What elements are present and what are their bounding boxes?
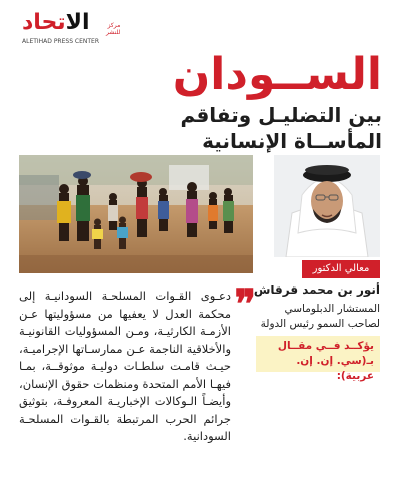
aletihad-logo xyxy=(22,10,121,50)
logo-tag-line2: للنشر xyxy=(106,29,121,36)
author-portrait xyxy=(274,155,380,257)
author-role-line2: لصاحب السمو رئيس الدولة xyxy=(260,318,380,330)
author-title-badge: معالي الدكتور xyxy=(302,260,380,278)
refugees-photo xyxy=(19,155,253,273)
logo-wordmark xyxy=(22,12,90,34)
headline-line1: بين التضليـل وتفاقم xyxy=(180,103,382,127)
author-portrait-illustration xyxy=(274,155,380,257)
logo-prefix: ال xyxy=(65,10,90,35)
headline-line2: المأســاة الإنسانية xyxy=(202,129,382,153)
author-name: أنور بن محمد قرقاش xyxy=(253,283,380,297)
author-role-line1: المستشار الدبلوماسي xyxy=(284,303,380,315)
headline-kicker: الســودان xyxy=(172,49,382,100)
refugees-photo-illustration xyxy=(19,155,253,273)
source-line2: بـ(سي. إن. إن. عربية): xyxy=(296,355,374,382)
logo-accent: اتحاد xyxy=(22,10,66,35)
author-role xyxy=(250,302,380,332)
article-excerpt: دعـوى القـوات المسلحـة السودانيـة إلى محكمة العدل لا يعفيها من مسؤوليتها عـن الأزمـة الكارثيـة، ومـن المسؤوليات القانونيـة والأخلاقية الناجمة عـن ممارسـاتها الإجراميـة، حيـث قامـت سلطـات دوليـة موثوقــة، بمـا فيهـا الأمم المتحدة ومنظمات حقوق الإنسان، وأيضـاً الـوكالات الإخباريـة المعروفـة، بتوثيق جرائم الحرب المرتبطة بالقـوات المسلحـة السودانية. xyxy=(19,289,231,443)
source-box xyxy=(256,336,380,382)
headline xyxy=(82,48,382,154)
quote-mark-icon: ❞ xyxy=(234,281,256,328)
logo-tag-line1: مركز xyxy=(107,22,121,29)
source-line1: يؤكــد فــي مقــال xyxy=(277,340,374,352)
logo-caption: ALETIHAD PRESS CENTER xyxy=(22,38,100,45)
logo-tag xyxy=(106,22,120,36)
